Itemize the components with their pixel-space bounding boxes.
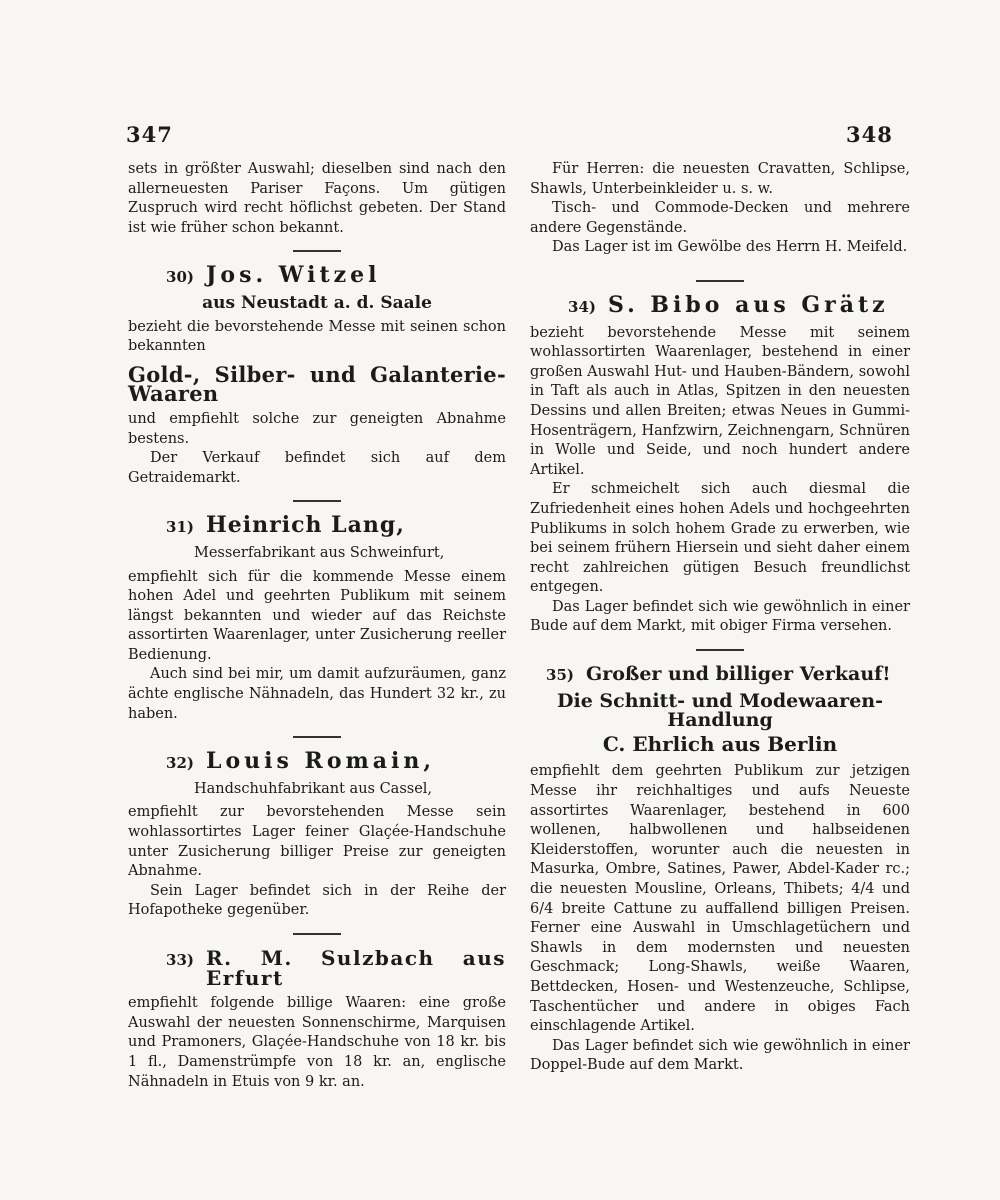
ad-text: Sein Lager befindet sich in der Reihe der Hofapotheke gegenüber. <box>128 882 506 919</box>
ad-text: Der Verkauf befindet sich auf dem Getraidemarkt. <box>128 450 506 486</box>
ad-number: 33) <box>166 951 194 969</box>
ad-31 <box>128 512 506 724</box>
sale-headline: Großer und billiger Verkauf! <box>586 663 891 686</box>
ad-33 <box>128 946 506 1092</box>
ad-number: 34) <box>568 297 596 316</box>
ad-text: empfiehlt zur bevorstehenden Messe sein wohlassortirtes Lager feiner Glaçée-Handschuhe unter Zusicherung billiger Preise zur geneigten Abnahme. <box>128 804 506 880</box>
page-number-right: 348 <box>846 122 893 147</box>
advertiser-name: Heinrich Lang, <box>206 512 405 539</box>
shop-name: Die Schnitt- und Modewaaren-Handlung <box>557 689 883 732</box>
divider-rule <box>293 933 341 935</box>
ad-text: empfiehlt sich für die kommende Messe einem hohen Adel und geehrten Publikum mit seinem längst bekannten und wieder auf das Reichste assortirten Waarenlager, unter Zusicherung reeller Bedienung. <box>128 568 506 663</box>
divider-rule <box>696 280 744 282</box>
ad-text: Auch sind bei mir, um damit aufzuräumen, ganz ächte englische Nähnadeln, das Hundert 32 kr., zu haben. <box>128 666 506 722</box>
ad-number: 32) <box>166 754 194 773</box>
ad-34 <box>530 291 911 637</box>
ad-text: Er schmeichelt sich auch diesmal die Zufriedenheit eines hohen Adels und hochgeehrten Publikums in solch hohem Grade zu erwerben, wie bei seinem frühern Hiersein und sieht daher einem recht zahlreichen gütigen Besuch freundlichst entgegen. <box>530 481 910 596</box>
ad-number: 31) <box>166 518 194 537</box>
advertiser-subtitle: Handschuhfabrikant aus Cassel, <box>194 780 433 797</box>
ad-text: empfiehlt folgende billige Waaren: eine große Auswahl der neuesten Sonnenschirme, Marquisen und Pramoners, Glaçée-Handschuhe von 18 kr. bis 1 fl., Damenstrümpfe von 18 kr. an, englische Nähnadeln in Etuis von 9 kr. an. <box>128 995 506 1090</box>
divider-rule <box>293 736 341 738</box>
advertiser-name: Louis Romain, <box>206 748 436 775</box>
ad-number: 30) <box>166 268 194 287</box>
ad-text: und empfiehlt solche zur geneigten Abnahme bestens. <box>128 410 506 447</box>
advertiser-name: S. Bibo aus Grätz <box>608 291 889 318</box>
ad-32 <box>128 748 506 921</box>
page-number-left: 347 <box>126 122 173 147</box>
advertiser-name: R. M. Sulzbach aus Erfurt <box>206 946 506 990</box>
left-column <box>128 160 506 1092</box>
right-intro-text: Das Lager ist im Gewölbe des Herrn H. Meifeld. <box>552 239 908 256</box>
right-intro-text: Tisch- und Commode-Decken und mehrere andere Gegenstände. <box>530 200 910 236</box>
ad-number: 35) <box>546 666 574 685</box>
ad-text: bezieht bevorstehende Messe mit seinem wohlassortirten Waarenlager, bestehend in einer großen Auswahl Hut- und Hauben-Bändern, sowohl in Taft als auch in Atlas, Spitzen in den neuesten Dessins und allen Breiten; etwas Neues in Gummi-Hosenträgern, Hanfzwirn, Zeichnengarn, Schnüren in Wolle und Seide, und noch hundert andere Artikel. <box>530 324 911 478</box>
left-intro-text: sets in größter Auswahl; dieselben sind nach den allerneuesten Pariser Façons. Um gütigen Zuspruch wird recht höflichst gebeten. Der Stand ist wie früher schon bekannt. <box>128 161 506 236</box>
divider-rule <box>293 250 341 252</box>
ad-text: Das Lager befindet sich wie gewöhnlich in einer Doppel-Bude auf dem Markt. <box>530 1037 910 1074</box>
ad-text: Das Lager befindet sich wie gewöhnlich in einer Bude auf dem Markt, mit obiger Firma versehen. <box>530 598 910 635</box>
ad-text: empfiehlt dem geehrten Publikum zur jetzigen Messe ihr reichhaltiges und aufs Neueste assortirtes Waarenlager, bestehend in 600 wollenen, halbwollenen und halbseidenen Kleiderstoffen, worunter auch die neuesten in Masurka, Ombre, Satines, Pawer, Abdel-Kader rc.; die neuesten Mousline, Orleans, Thibets; 4/4 und 6/4 breite Cattune zu auffallend billigen Preisen. Ferner eine Auswahl in Umschlagetüchern und Shawls in dem modernsten und neuesten Geschmack; Long-Shawls, weiße Waaren, Bettdecken, Hosen- und Westenzeuche, Schlipse, Taschentücher und andere in obiges Fach einschlagende Artikel. <box>530 763 910 1035</box>
goods-heading: Gold-, Silber- und Galanterie-Waaren <box>128 361 506 407</box>
divider-rule <box>696 649 744 651</box>
right-column <box>530 160 910 1076</box>
divider-rule <box>293 500 341 502</box>
ad-35 <box>530 665 910 1076</box>
advertiser-name: Jos. Witzel <box>206 262 381 289</box>
advertiser-origin: aus Neustadt a. d. Saale <box>202 292 432 313</box>
ad-text: bezieht die bevorstehende Messe mit seinen schon bekannten <box>128 318 506 355</box>
shop-owner: C. Ehrlich aus Berlin <box>602 731 838 756</box>
ad-30 <box>128 262 506 488</box>
right-intro-text: Für Herren: die neuesten Cravatten, Schlipse, Shawls, Unterbeinkleider u. s. w. <box>530 161 910 197</box>
advertiser-subtitle: Messerfabrikant aus Schweinfurt, <box>194 544 445 561</box>
